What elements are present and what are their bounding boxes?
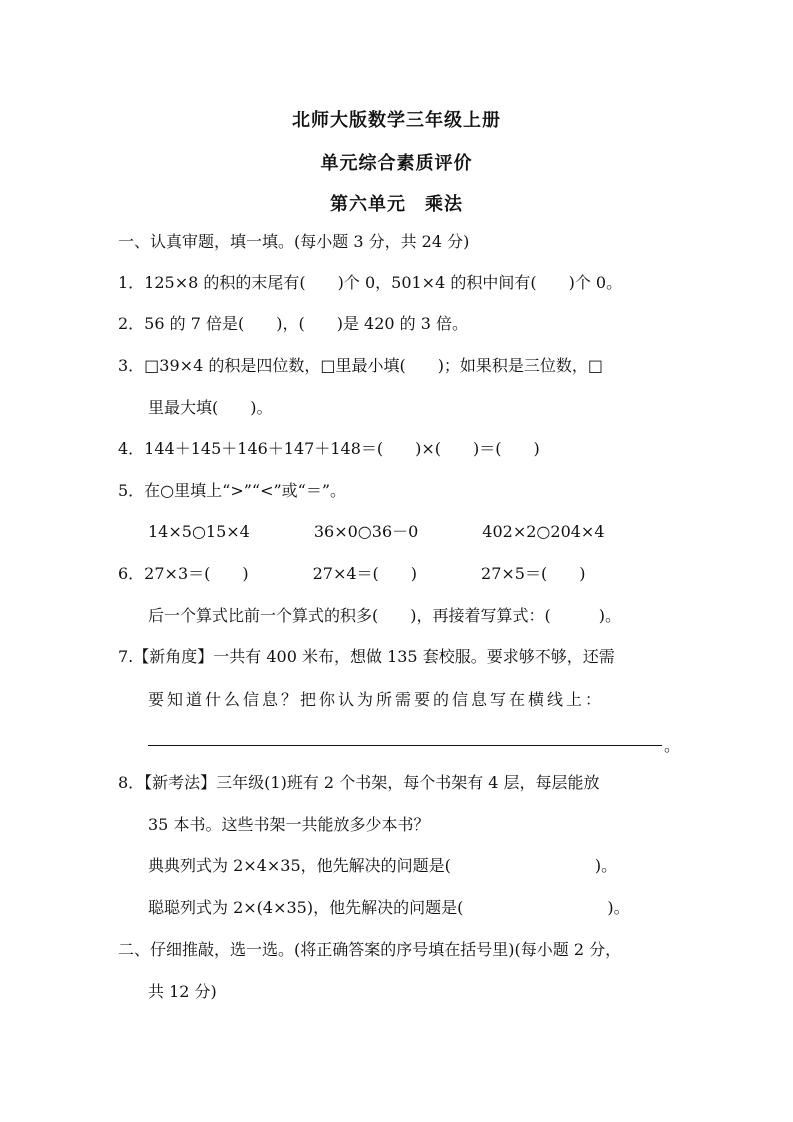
question-2: 2．56 的 7 倍是( )，( )是 420 的 3 倍。	[118, 314, 469, 333]
question-1: 1．125×8 的积的末尾有( )个 0，501×4 的积中间有( )个 0。	[118, 273, 623, 292]
section1-heading: 一、认真审题，填一填。(每小题 3 分，共 24 分)	[118, 232, 470, 251]
unit-title: 第六单元 乘法	[330, 194, 463, 215]
question-3-line1: 3．□39×4 的积是四位数，□里最小填( )；如果积是三位数，□	[118, 356, 604, 375]
question-8-line2: 35 本书。这些书架一共能放多少本书？	[148, 815, 430, 834]
document-subtitle: 单元综合素质评价	[320, 153, 473, 174]
question-8-line1: 8．【新考法】三年级(1)班有 2 个书架，每个书架有 4 层，每层能放	[118, 773, 600, 792]
question-6-line1: 6．27×3＝( ) 27×4＝( ) 27×5＝( )	[118, 564, 586, 583]
question-3-line2: 里最大填( )。	[148, 398, 273, 417]
question-8-line4: 聪聪列式为 2×(4×35)，他先解决的问题是( )。	[148, 898, 630, 917]
document-title: 北师大版数学三年级上册	[292, 110, 501, 131]
section2-heading-line2: 共 12 分)	[148, 982, 217, 1001]
question-7-line1: 7.【新角度】一共有 400 米布，想做 135 套校服。要求够不够，还需	[118, 647, 615, 666]
question-8-line3: 典典列式为 2×4×35，他先解决的问题是( )。	[148, 856, 618, 875]
answer-blank-line[interactable]	[148, 745, 662, 746]
section2-heading-line1: 二、仔细推敲，选一选。(将正确答案的序号填在括号里)(每小题 2 分，	[118, 940, 622, 959]
question-5-line2: 14×5○15×4 36×0○36－0 402×2○204×4	[148, 522, 605, 541]
question-6-line2: 后一个算式比前一个算式的积多( )，再接着写算式：( )。	[148, 606, 621, 625]
question-7-period: 。	[664, 736, 681, 755]
question-4: 4．144＋145＋146＋147＋148＝( )×( )＝( )	[118, 439, 540, 458]
question-7-line2: 要知道什么信息？把你认为所需要的信息写在横线上：	[148, 690, 605, 709]
question-5-line1: 5．在○里填上“>”“<”或“＝”。	[118, 481, 347, 500]
